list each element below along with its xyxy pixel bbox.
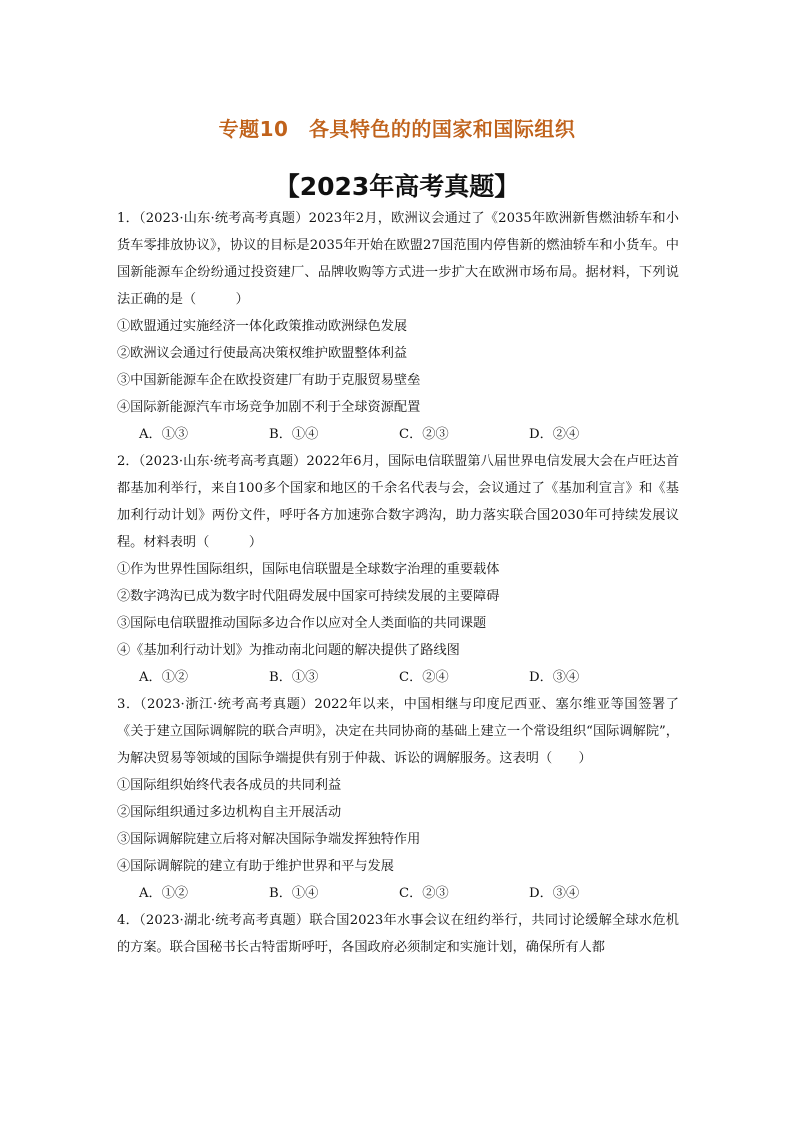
question-1 [117,205,679,448]
statement-option: ④《基加利行动计划》为推动南北问题的解决提供了路线图 [117,643,460,658]
statement-option: ③国际电信联盟推动国际多边合作以应对全人类面临的共同课题 [117,616,487,631]
choice-a: A．①③ [139,427,189,442]
question-stem: 4．（2023·湖北·统考高考真题）联合国2023年水事会议在纽约举行，共同讨论缓解全球水危机的方案。联合国秘书长古特雷斯呼吁，各国政府必须制定和实施计划，确保所有人都 [117,913,679,955]
answer-choices [117,880,679,907]
statement-option: ③国际调解院建立后将对解决国际争端发挥独特作用 [117,832,421,847]
choice-c: C．②③ [399,886,449,901]
section-title: 【2023年高考真题】 [274,172,520,201]
question-stem: 3．（2023·浙江·统考高考真题）2022年以来，中国相继与印度尼西亚、塞尔维亚等国签署了《关于建立国际调解院的联合声明》，决定在共同协商的基础上建立一个常设组织“国际调解院”，为解决贸易等领域的国际争端提供有别于仲裁、诉讼的调解服务。这表明（ ） [117,697,679,766]
choice-c: C．②④ [399,670,449,685]
choice-a: A．①② [139,886,189,901]
question-list [117,205,679,961]
question-3 [117,691,679,907]
question-4 [117,907,679,961]
answer-choices [117,664,679,691]
choice-d: D．③④ [529,886,580,901]
question-stem: 2．（2023·山东·统考高考真题）2022年6月，国际电信联盟第八届世界电信发展大会在卢旺达首都基加利举行，来自100多个国家和地区的千余名代表与会，会议通过了《基加利宣言》和《基加利行动计划》两份文件，呼吁各方加速弥合数字鸿沟，助力落实联合国2030年可持续发展议程。材料表明（ ） [117,454,679,550]
choice-a: A．①② [139,670,189,685]
choice-d: D．②④ [529,427,580,442]
choice-d: D．③④ [529,670,580,685]
statement-option: ③中国新能源车企在欧投资建厂有助于克服贸易壁垒 [117,373,421,388]
question-2 [117,448,679,691]
statement-option: ②数字鸿沟已成为数字时代阻碍发展中国家可持续发展的主要障碍 [117,589,500,604]
choice-b: B．①③ [269,670,319,685]
topic-title: 专题10 各具特色的的国家和国际组织 [218,117,576,141]
statement-option: ④国际调解院的建立有助于维护世界和平与发展 [117,859,394,874]
answer-choices [117,421,679,448]
choice-b: B．①④ [269,886,319,901]
question-stem: 1．（2023·山东·统考高考真题）2023年2月，欧洲议会通过了《2035年欧洲新售燃油轿车和小货车零排放协议》，协议的目标是2035年开始在欧盟27国范围内停售新的燃油轿车和小货车。中国新能源车企纷纷通过投资建厂、品牌收购等方式进一步扩大在欧洲市场布局。据材料，下列说法正确的是（ ） [117,211,679,307]
statement-option: ②欧洲议会通过行使最高决策权维护欧盟整体利益 [117,346,408,361]
choice-b: B．①④ [269,427,319,442]
statement-option: ④国际新能源汽车市场竞争加剧不利于全球资源配置 [117,400,421,415]
choice-c: C．②③ [399,427,449,442]
statement-option: ②国际组织通过多边机构自主开展活动 [117,805,342,820]
statement-option: ①国际组织始终代表各成员的共同利益 [117,778,342,793]
statement-option: ①欧盟通过实施经济一体化政策推动欧洲绿色发展 [117,319,408,334]
statement-option: ①作为世界性国际组织，国际电信联盟是全球数字治理的重要载体 [117,562,500,577]
